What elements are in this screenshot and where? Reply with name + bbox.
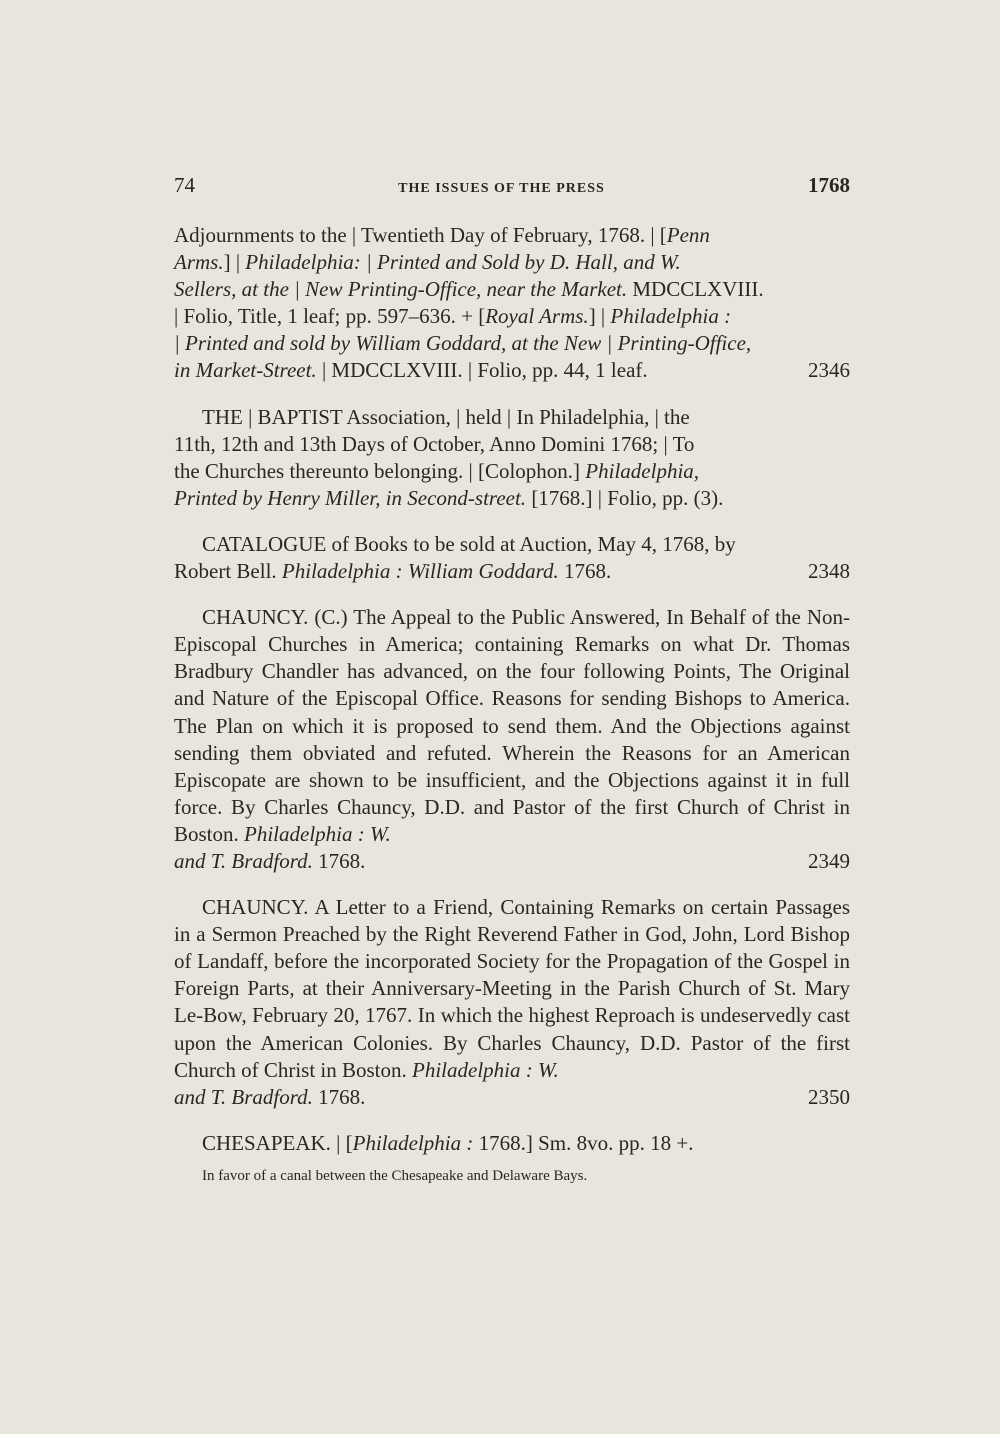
- entry-line: [174, 330, 850, 357]
- entry-text: 1768.] Sm. 8vo. pp. 18 +.: [473, 1130, 694, 1155]
- entry-text: CHAUNCY. (C.) The Appeal to the Public Answered, In Behalf of the Non-Episcopal Churches in America; containing Remarks on what Dr. Thomas Bradbury Chandler has advanced, on the four following Points, The Original and Nature of the Episcopal Office. Reasons for sending Bishops to America. The Plan on which it is proposed to send them. And the Objections against sending them obviated and refuted. Wherein the Reasons for an American Episcopate are shown to be insufficient, and the Objections against it in full force. By Charles Chauncy, D.D. and Pastor of the first Church of Christ in Boston.: [174, 605, 850, 846]
- entry-line: [174, 431, 850, 458]
- entry-line: [174, 404, 850, 431]
- entry-italic: Sellers, at the | New Printing-Office, near the Market.: [174, 277, 628, 302]
- entry-line: [174, 531, 850, 558]
- entry-2349: [174, 604, 850, 875]
- entry-paragraph: [174, 604, 850, 848]
- running-title: THE ISSUES OF THE PRESS: [398, 181, 605, 196]
- entry-text: CATALOGUE of Books to be sold at Auction, May 4, 1768, by: [202, 531, 736, 556]
- entry-text: MDCCLXVIII.: [627, 277, 764, 302]
- entry-italic: and T. Bradford.: [174, 1084, 313, 1109]
- entry-line: [174, 558, 850, 585]
- entry-text: [1768.] | Folio, pp. (3).: [526, 485, 724, 510]
- entry-chesapeak: [174, 1130, 850, 1157]
- entry-line: [174, 485, 850, 512]
- running-year: 1768: [807, 173, 850, 197]
- entry-italic: Penn: [666, 223, 710, 247]
- entry-text: CHAUNCY. A Letter to a Friend, Containing Remarks on certain Passages in a Sermon Preached by the Right Reverend Father in God, John, Lord Bishop of Landaff, before the incorporated Society for the Propagation of the Gospel in Foreign Parts, at their Anniversary-Meeting in the Parish Church of St. Mary Le-Bow, February 20, 1767. In which the highest Reproach is undeservedly cast upon the American Colonies. By Charles Chauncy, D.D. Pastor of the first Church of Christ in Boston.: [174, 895, 850, 1082]
- entry-line: [174, 276, 850, 303]
- entry-text: | MDCCLXVIII. | Folio, pp. 44, 1 leaf.: [316, 358, 648, 383]
- entry-italic: Philadelphia : W.: [412, 1057, 559, 1082]
- entry-text: ] |: [223, 250, 246, 275]
- entry-italic: Philadelphia :: [352, 1130, 474, 1155]
- entry-line: [174, 357, 850, 384]
- entry-text: Robert Bell.: [174, 559, 282, 584]
- entry-number: 2346: [808, 358, 850, 383]
- entry-line: [174, 458, 850, 485]
- entry-italic: Printed by Henry Miller, in Second-street.: [174, 485, 527, 510]
- entry-text: 1768.: [558, 559, 612, 584]
- entry-text: THE | BAPTIST Association, | held | In Philadelphia, | the: [202, 404, 690, 429]
- entry-number: 2348: [808, 559, 850, 584]
- entry-italic: Philadelphia : William Goddard.: [281, 559, 559, 584]
- entry-text: 11th, 12th and 13th Days of October, Anno Domini 1768; | To: [174, 431, 695, 456]
- entry-text: 1768.: [312, 848, 366, 873]
- entry-text: CHESAPEAK. | [: [202, 1130, 353, 1155]
- entry-text: the Churches thereunto belonging. | [Colophon.]: [174, 458, 586, 483]
- entry-line: [174, 1084, 850, 1111]
- entry-text: Adjournments to the | Twentieth Day of February, 1768. | [: [174, 223, 667, 247]
- entry-italic: Philadelphia :: [610, 304, 732, 329]
- entry-italic: Philadelphia,: [585, 458, 700, 483]
- page-body: [174, 222, 850, 1186]
- entry-italic: and T. Bradford.: [174, 848, 313, 873]
- entry-2346: [174, 222, 850, 385]
- running-head: [174, 173, 850, 198]
- entry-italic: Arms.: [174, 250, 224, 275]
- entry-line: [174, 848, 850, 875]
- page-number: 74: [174, 173, 195, 197]
- entry-text: 1768.: [312, 1084, 366, 1109]
- entry-2348: [174, 531, 850, 585]
- entry-line: [174, 303, 850, 330]
- entry-2350: [174, 894, 850, 1111]
- entry-line: [174, 249, 850, 276]
- entry-italic: | Printed and sold by William Goddard, at the New | Printing-Office,: [174, 331, 752, 356]
- entry-italic: in Market-Street.: [174, 358, 317, 383]
- entry-2347: [174, 404, 850, 512]
- entry-number: 2349: [808, 848, 850, 873]
- entry-number: 2350: [808, 1084, 850, 1109]
- entry-note: In favor of a canal between the Chesapeake and Delaware Bays.: [202, 1167, 588, 1184]
- entry-text: | Folio, Title, 1 leaf; pp. 597–636. + [: [174, 304, 486, 329]
- entry-paragraph: [174, 894, 850, 1084]
- entry-text: ] |: [588, 304, 611, 329]
- entry-italic: Philadelphia : W.: [244, 821, 391, 846]
- entry-line: [174, 222, 850, 249]
- entry-line: [174, 1130, 850, 1157]
- entry-italic: Philadelphia: | Printed and Sold by D. Hall, and W.: [245, 250, 681, 275]
- entry-italic: Royal Arms.: [485, 304, 589, 329]
